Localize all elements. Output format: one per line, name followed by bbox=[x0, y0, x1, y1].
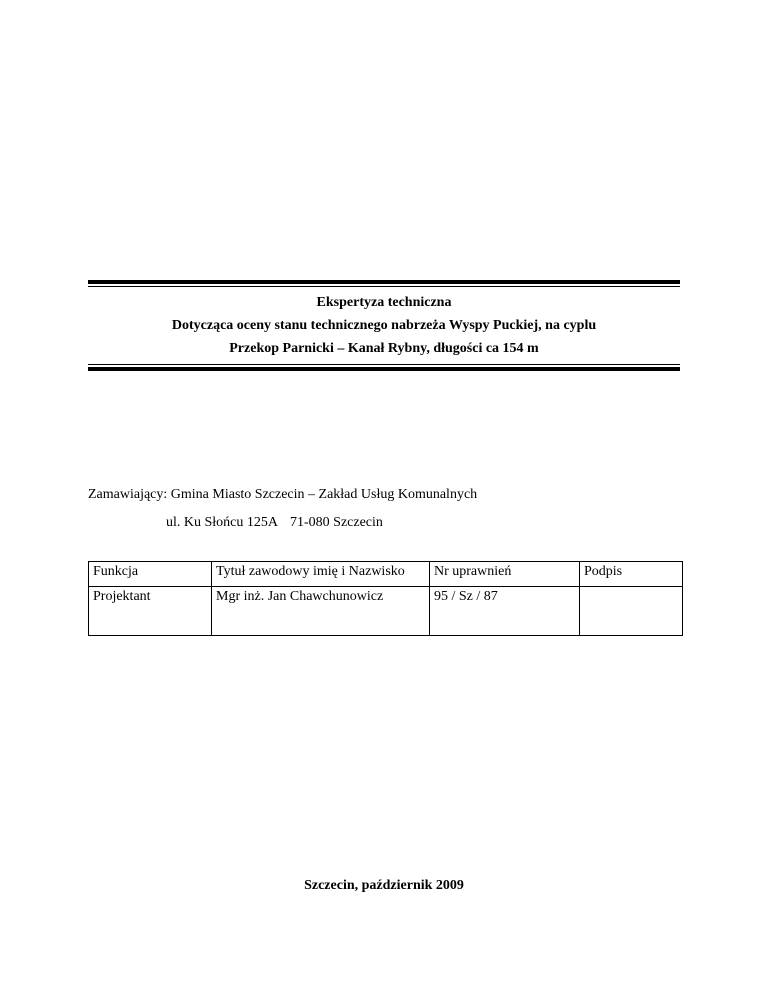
header-license-number: Nr uprawnień bbox=[430, 562, 580, 587]
document-subtitle-line-2: Przekop Parnicki – Kanał Rybny, długości ca 154 m bbox=[229, 341, 539, 356]
header-signature: Podpis bbox=[580, 562, 683, 587]
document-subtitle-line-1: Dotycząca oceny stanu technicznego nabrzeża Wyspy Puckiej, na cyplu bbox=[171, 318, 597, 333]
table-row bbox=[89, 587, 683, 636]
title-top-thick-rule bbox=[88, 280, 680, 284]
title-text-block bbox=[88, 287, 680, 364]
table-header-row bbox=[89, 562, 683, 587]
cell-function: Projektant bbox=[89, 587, 212, 636]
header-title-name: Tytuł zawodowy imię i Nazwisko bbox=[212, 562, 430, 587]
title-bottom-thin-rule bbox=[88, 364, 680, 365]
title-bottom-thick-rule bbox=[88, 367, 680, 371]
cell-signature bbox=[580, 587, 683, 636]
cell-license-number: 95 / Sz / 87 bbox=[430, 587, 580, 636]
place-and-date: Szczecin, październik 2009 bbox=[304, 878, 464, 893]
signature-table bbox=[88, 561, 683, 636]
title-block bbox=[88, 280, 680, 371]
document-title: Ekspertyza techniczna bbox=[316, 295, 452, 310]
client-city: 71-080 Szczecin bbox=[290, 515, 383, 530]
client-name: Zamawiający: Gmina Miasto Szczecin – Zakład Usług Komunalnych bbox=[88, 487, 478, 502]
client-address bbox=[166, 514, 383, 532]
cell-title-name: Mgr inż. Jan Chawchunowicz bbox=[212, 587, 430, 636]
header-function: Funkcja bbox=[89, 562, 212, 587]
client-street: ul. Ku Słońcu 125A bbox=[166, 515, 278, 530]
